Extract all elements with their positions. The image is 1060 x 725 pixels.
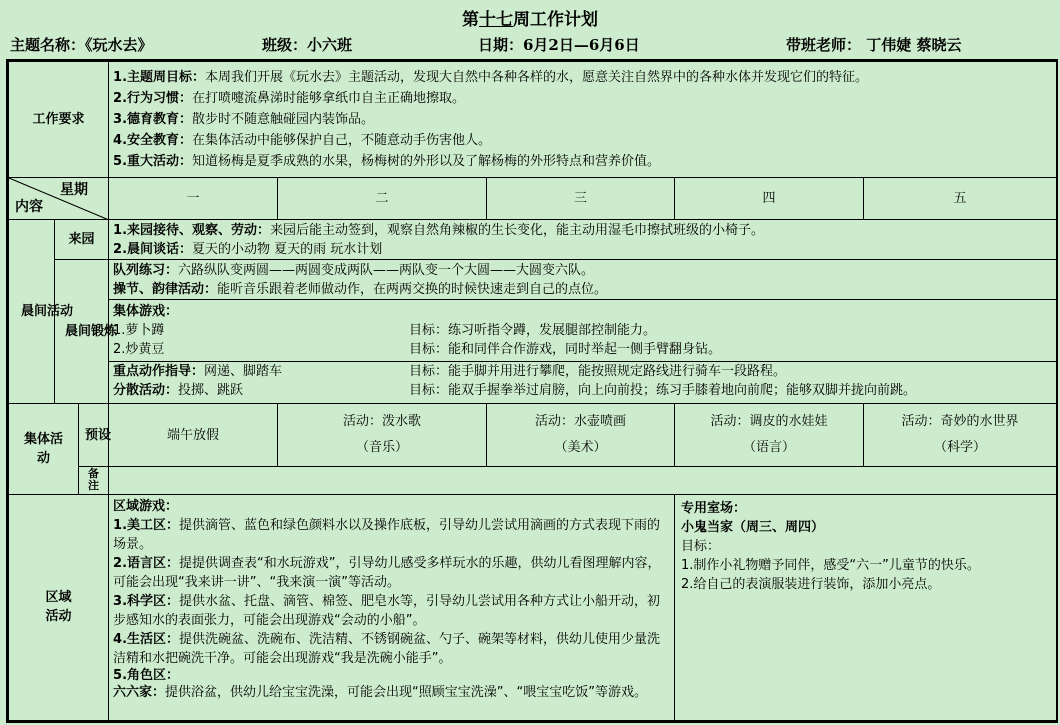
activity-thu: 活动：调皮的水娃娃 （语言） [675, 404, 864, 466]
area-item: 2.语言区：提提供调查表“和水玩游戏”，引导幼儿感受多样玩水的乐趣，供幼儿看图理解内容，可能会出现“我来讲一讲”、“我来演一演”等活动。 [113, 555, 661, 590]
morning-label: 晨间活动 [9, 220, 55, 404]
arrival-label: 来园 [55, 220, 109, 260]
work-label: 工作要求 [9, 62, 109, 178]
theme-name: 主题名称：《玩水去》 [10, 36, 153, 54]
area-item: 1.美工区：提供滴管、蓝色和绿色颜料水以及操作底板，引导幼儿尝试用滴画的方式表现下雨的场景。 [113, 517, 661, 552]
work-item: 4.安全教育：在集体活动中能够保护自己，不随意动手伤害他人。 [113, 133, 492, 149]
day-fri: 五 [864, 178, 1057, 220]
work-item: 2.行为习惯：在打喷嚏流鼻涕时能够拿纸巾自主正确地擦取。 [113, 91, 466, 107]
page-title [0, 10, 1060, 30]
content-label: 内容 [15, 199, 43, 216]
class-name: 班级：小六班 [262, 36, 353, 54]
activity-wed: 活动：水壶喷画 （美术） [487, 404, 675, 466]
day-wed: 三 [487, 178, 675, 220]
queue-content: 队列练习：六路纵队变两圆——两圆变成两队——两队变一个大圆——大圆变六队。 操节、韵律活动：能听音乐跟着老师做动作，在两两交换的时候快速走到自己的点位。 [109, 260, 1057, 300]
activity-mon: 端午放假 [109, 404, 278, 466]
plan-table [6, 59, 1058, 723]
area-games: 区域游戏： 1.美工区：提供滴管、蓝色和绿色颜料水以及操作底板，引导幼儿尝试用滴画的方式表现下雨的场景。 2.语言区：提提供调查表“和水玩游戏”，引导幼儿感受多样玩水的乐趣，供幼儿看图理解内容，可能会出现“我来讲一讲”、“我来演一演”等活动。 3.科学区：提供水盆、托盘、滴管、棉签、肥皂水等，引导幼儿尝试用各种方式让小船开动，初步感知水的表面张力，可能会出现游戏“会动的小船”。 4.生活区：提供洗碗盆、洗碗布、洗洁精、不锈钢碗盆、勺子、碗架等材料，供幼儿使用少量洗洁精和水把碗洗干净。可能会出现游戏“我是洗碗小能手”。 5.角色区： 六六家：提供浴盆，供幼儿给宝宝洗澡，可能会出现“照顾宝宝洗澡”、“喂宝宝吃饭”等游戏。 [109, 494, 675, 720]
exercise-label: 晨间锻炼 [55, 260, 109, 404]
area-item: 六六家：提供浴盆，供幼儿给宝宝洗澡，可能会出现“照顾宝宝洗澡”、“喂宝宝吃饭”等游戏。 [113, 684, 647, 700]
note-content [109, 466, 1057, 494]
area-item: 3.科学区：提供水盆、托盘、滴管、棉签、肥皂水等，引导幼儿尝试用各种方式让小船开动，初步感知水的表面张力，可能会出现游戏“会动的小船”。 [113, 593, 661, 628]
day-tue: 二 [278, 178, 487, 220]
title-suffix: 周工作计划 [513, 10, 598, 30]
work-item: 3.德育教育：散步时不随意触碰园内装饰品。 [113, 112, 375, 128]
week-number: 十七 [479, 10, 513, 30]
teachers: 带班老师： 丁伟婕 蔡晓云 [786, 36, 962, 54]
date-range: 日期：6月2日—6月6日 [478, 36, 640, 54]
area-item: 5.角色区： [113, 667, 180, 683]
arrival-content: 1.来园接待、观察、劳动：来园后能主动签到，观察自然角辣椒的生长变化，能主动用湿毛巾擦拭班级的小椅子。 2.晨间谈话：夏天的小动物 夏天的雨 玩水计划 [109, 220, 1057, 260]
note-label: 备注 [79, 466, 109, 494]
area-item: 4.生活区：提供洗碗盆、洗碗布、洗洁精、不锈钢碗盆、勺子、碗架等材料，供幼儿使用少量洗洁精和水把碗洗干净。可能会出现游戏“我是洗碗小能手”。 [113, 631, 661, 666]
week-label: 星期 [60, 182, 89, 199]
title-prefix: 第 [462, 10, 479, 30]
activity-tue: 活动：泼水歌 （音乐） [278, 404, 487, 466]
day-mon: 一 [109, 178, 278, 220]
special-room: 专用室场： 小鬼当家（周三、周四） 目标： 1.制作小礼物赠予同伴，感受“六一”儿童节的快乐。 2.给自己的表演服装进行装饰，添加小亮点。 [675, 494, 1057, 720]
work-item: 5.重大活动：知道杨梅是夏季成熟的水果，杨梅树的外形以及了解杨梅的外形特点和营养价值。 [113, 154, 661, 170]
activity-fri: 活动：奇妙的水世界 （科学） [864, 404, 1057, 466]
day-thu: 四 [675, 178, 864, 220]
game-item: 1.萝卜蹲 [113, 323, 165, 339]
game-item: 2.炒黄豆 [113, 342, 165, 358]
work-item: 1.主题周目标：本周我们开展《玩水去》主题活动，发现大自然中各种各样的水，愿意关注自然界中的各种水体并发现它们的特征。 [113, 70, 869, 86]
group-label: 集体活动 [9, 404, 79, 494]
weekday-corner [9, 178, 109, 220]
work-items [109, 62, 1057, 178]
games-content: 集体游戏： 1.萝卜蹲 目标：练习听指令蹲，发展腿部控制能力。 2.炒黄豆 目标：能和同伴合作游戏，同时举起一侧手臂翻身钻。 重点动作指导：网递、脚踏车 目标：能手脚并用进行攀爬，能按照规定路线进行骑车一段路程。 分散活动：投掷、跳跃 目标：能双手握拳举过肩膀，向上向前投；练习手膝着地向前爬；能够双脚并拢向前跳。 [109, 300, 1057, 404]
preset-label: 预设 [79, 404, 109, 466]
area-label: 区域活动 [9, 494, 109, 720]
